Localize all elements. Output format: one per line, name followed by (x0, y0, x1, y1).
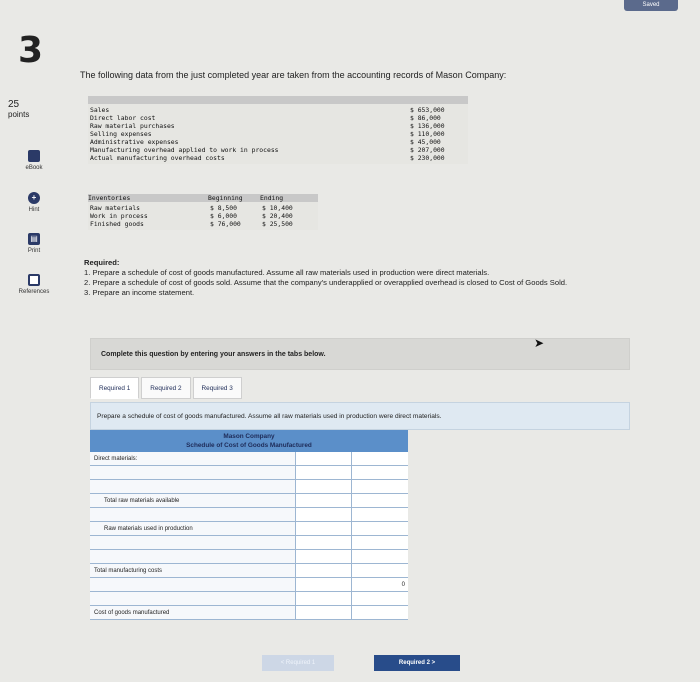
total-input[interactable] (352, 606, 408, 619)
schedule-header (90, 430, 408, 452)
inventory-row (90, 220, 316, 228)
inventory-beginning: $ 76,000 (210, 220, 241, 228)
total-input[interactable] (352, 508, 408, 521)
inventory-label: Work in process (90, 212, 148, 220)
data-value: $ 230,000 (410, 154, 445, 162)
schedule-row (90, 578, 408, 592)
row-label-input[interactable] (90, 480, 296, 493)
book-icon (28, 150, 40, 162)
data-value: $ 45,000 (410, 138, 441, 146)
cogm-schedule (90, 430, 408, 620)
required-item: 3. Prepare an income statement. (84, 288, 195, 297)
amount-input[interactable] (296, 550, 352, 563)
inventories-table (88, 194, 318, 230)
data-label: Direct labor cost (90, 114, 156, 122)
amount-input[interactable] (296, 522, 352, 535)
data-value: $ 86,000 (410, 114, 441, 122)
data-value: $ 653,000 (410, 106, 445, 114)
tab-required-1[interactable]: Required 1 (90, 377, 139, 399)
tab-required-2[interactable]: Required 2 (141, 377, 190, 399)
total-input[interactable] (352, 550, 408, 563)
hint-label: Hint (28, 207, 40, 213)
tab-bar (90, 377, 244, 399)
data-label: Selling expenses (90, 130, 152, 138)
inventory-label: Finished goods (90, 220, 144, 228)
required-item: 2. Prepare a schedule of cost of goods sold. Assume that the company's underapplied or overapplied overhead is closed to Cost of Goods Sold. (84, 278, 568, 287)
total-input[interactable] (352, 564, 408, 577)
references-icon (28, 274, 40, 286)
data-value: $ 110,000 (410, 130, 445, 138)
data-label: Manufacturing overhead applied to work in process (90, 146, 279, 154)
inventories-body (88, 202, 318, 230)
amount-input[interactable] (296, 564, 352, 577)
data-row (90, 154, 466, 162)
total-input[interactable] (352, 480, 408, 493)
data-row (90, 146, 466, 154)
schedule-row (90, 508, 408, 522)
ebook-label: eBook (25, 165, 43, 171)
complete-instructions: Complete this question by entering your answers in the tabs below. (90, 338, 630, 370)
schedule-row (90, 480, 408, 494)
inventory-beginning: $ 6,000 (210, 212, 237, 220)
question-number: 3 (18, 30, 44, 71)
references-button[interactable] (10, 274, 58, 295)
inventories-header (88, 194, 318, 202)
data-value: $ 207,000 (410, 146, 445, 154)
data-value: $ 136,000 (410, 122, 445, 130)
data-row (90, 122, 466, 130)
raw-used-label: Raw materials used in production (90, 522, 296, 535)
row-label-input[interactable] (90, 592, 296, 605)
tab-instruction: Prepare a schedule of cost of goods manufactured. Assume all raw materials used in production were direct materials. (90, 402, 630, 430)
total-input[interactable] (352, 452, 408, 465)
amount-input[interactable] (296, 494, 352, 507)
data-table-body (88, 104, 468, 164)
saved-badge: Saved (624, 0, 678, 11)
data-label: Actual manufacturing overhead costs (90, 154, 225, 162)
schedule-row (90, 522, 408, 536)
required-item: 1. Prepare a schedule of cost of goods manufactured. Assume all raw materials used in production were direct materials. (84, 268, 490, 277)
hint-button[interactable] (10, 192, 58, 213)
inventory-ending: $ 25,500 (262, 220, 293, 228)
total-mfg-label: Total manufacturing costs (90, 564, 296, 577)
data-table-header-bar (88, 96, 468, 104)
inventory-ending: $ 10,400 (262, 204, 293, 212)
inventory-row (90, 204, 316, 212)
inventory-row (90, 212, 316, 220)
amount-input[interactable] (296, 578, 352, 591)
ending-heading: Ending (260, 194, 284, 202)
beginning-heading: Beginning (208, 194, 243, 202)
row-label-input[interactable] (90, 536, 296, 549)
direct-materials-label: Direct materials: (90, 452, 296, 465)
total-input[interactable] (352, 466, 408, 479)
print-button[interactable] (10, 233, 58, 254)
amount-input[interactable] (296, 466, 352, 479)
inventory-ending: $ 20,400 (262, 212, 293, 220)
total-input[interactable] (352, 522, 408, 535)
mouse-cursor-icon: ➤ (534, 336, 545, 350)
total-input[interactable] (352, 536, 408, 549)
schedule-row (90, 564, 408, 578)
points-label: points (8, 110, 30, 119)
required-section (84, 258, 684, 298)
inventory-label: Raw materials (90, 204, 141, 212)
points (8, 100, 29, 120)
question-intro: The following data from the just completed year are taken from the accounting records of Mason Company: (80, 70, 507, 80)
amount-input[interactable] (296, 452, 352, 465)
amount-input[interactable] (296, 606, 352, 619)
amount-input[interactable] (296, 536, 352, 549)
schedule-row (90, 606, 408, 620)
data-label: Raw material purchases (90, 122, 175, 130)
points-value: 25 (8, 99, 20, 110)
company-name: Mason Company (223, 433, 275, 440)
data-row (90, 114, 466, 122)
amount-input[interactable] (296, 508, 352, 521)
schedule-row (90, 550, 408, 564)
inventories-heading: Inventories (88, 194, 131, 202)
data-label: Sales (90, 106, 110, 114)
ebook-button[interactable] (10, 150, 58, 171)
prev-required-button[interactable]: < Required 1 (262, 655, 334, 671)
next-required-button[interactable]: Required 2 > (374, 655, 460, 671)
total-raw-label: Total raw materials available (90, 494, 296, 507)
total-input[interactable] (352, 592, 408, 605)
schedule-row (90, 536, 408, 550)
schedule-row (90, 466, 408, 480)
total-input[interactable] (352, 578, 408, 591)
inventory-beginning: $ 8,500 (210, 204, 237, 212)
data-row (90, 138, 466, 146)
references-label: References (18, 289, 50, 295)
row-label-input[interactable] (90, 578, 296, 591)
row-label-input[interactable] (90, 466, 296, 479)
print-icon: ▤ (28, 233, 40, 245)
row-label-input[interactable] (90, 508, 296, 521)
required-heading: Required: (84, 258, 120, 267)
amount-input[interactable] (296, 480, 352, 493)
amount-input[interactable] (296, 592, 352, 605)
schedule-row (90, 452, 408, 466)
schedule-row (90, 494, 408, 508)
cogm-label: Cost of goods manufactured (90, 606, 296, 619)
data-row (90, 130, 466, 138)
data-row (90, 106, 466, 114)
tab-required-3[interactable]: Required 3 (193, 377, 242, 399)
print-label: Print (27, 248, 41, 254)
schedule-title: Schedule of Cost of Goods Manufactured (186, 442, 312, 449)
data-table (88, 96, 468, 164)
zero-value: 0 (401, 582, 405, 588)
hint-icon: + (28, 192, 40, 204)
data-label: Administrative expenses (90, 138, 179, 146)
schedule-row (90, 592, 408, 606)
total-input[interactable] (352, 494, 408, 507)
row-label-input[interactable] (90, 550, 296, 563)
